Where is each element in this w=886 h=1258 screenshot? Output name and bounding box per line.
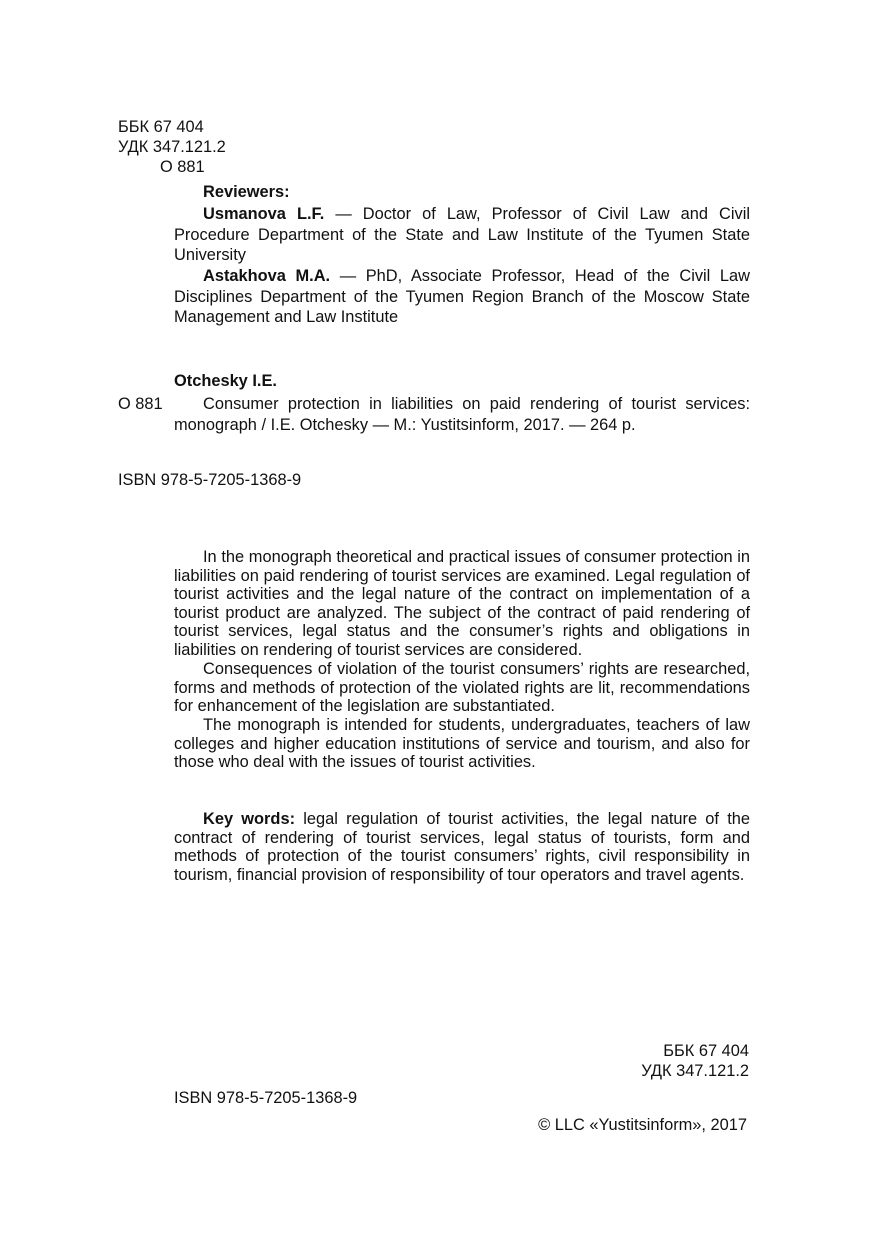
isbn-top: ISBN 978-5-7205-1368-9 — [118, 471, 302, 489]
reviewers-heading: Reviewers: — [203, 183, 290, 201]
bbk-code: ББК 67 404 — [118, 118, 204, 136]
abstract-paragraph-3: The monograph is intended for students, undergraduates, teachers of law colleges and higher education institutions of service and tourism, and also for those who deal with the issues of tourist activities. — [174, 716, 750, 772]
copyright: © LLC «Yustitsinform», 2017 — [538, 1116, 747, 1134]
reviewer-1 — [174, 204, 750, 266]
keywords — [174, 810, 750, 884]
udk-code: УДК 347.121.2 — [118, 138, 226, 156]
citation-text: Consumer protection in liabilities on paid rendering of tourist services: monograph / I.E. Otchesky — M.: Yustitsinform, 2017. — 264 p. — [174, 395, 750, 434]
reviewer-1-desc: — Doctor of Law, Professor of Civil Law and Civil Procedure Department of the State and Law Institute of the Tyumen State University — [174, 205, 750, 264]
footer-udk: УДК 347.121.2 — [641, 1062, 749, 1080]
keywords-label: Key words: — [203, 810, 296, 828]
keywords-text: legal regulation of tourist activities, the legal nature of the contract of rendering of tourist services, legal status of tourists, form and methods of protection of the tourist consumers’ rights, civil responsibility in tourism, financial provision of responsibility of tour operators and travel agents. — [174, 810, 750, 884]
abstract-paragraph-1: In the monograph theoretical and practical issues of consumer protection in liabilities on paid rendering of tourist services are examined. Legal regulation of tourist activities and the legal nature of the contract on implementation of a tourist product are analyzed. The subject of the contract of paid rendering of tourist services, legal status and the consumer’s rights and obligations in liabilities on rendering of tourist services are considered. — [174, 548, 750, 659]
reviewer-1-name: Usmanova L.F. — [203, 205, 325, 223]
footer-bbk: ББК 67 404 — [663, 1042, 749, 1060]
citation-author: Otchesky I.E. — [174, 372, 277, 390]
author-mark: О 881 — [160, 158, 205, 176]
reviewer-2 — [174, 266, 750, 328]
abstract-paragraph-2: Consequences of violation of the tourist consumers’ rights are researched, forms and methods of protection of the violated rights are lit, recommendations for enhancement of the legislation are substantiated. — [174, 660, 750, 716]
citation-code: О 881 — [118, 395, 163, 413]
reviewer-2-desc: — PhD, Associate Professor, Head of the Civil Law Disciplines Department of the Tyumen Region Branch of the Moscow State Management and Law Institute — [174, 267, 750, 326]
reviewer-2-name: Astakhova M.A. — [203, 267, 331, 285]
footer-isbn: ISBN 978-5-7205-1368-9 — [174, 1089, 358, 1107]
